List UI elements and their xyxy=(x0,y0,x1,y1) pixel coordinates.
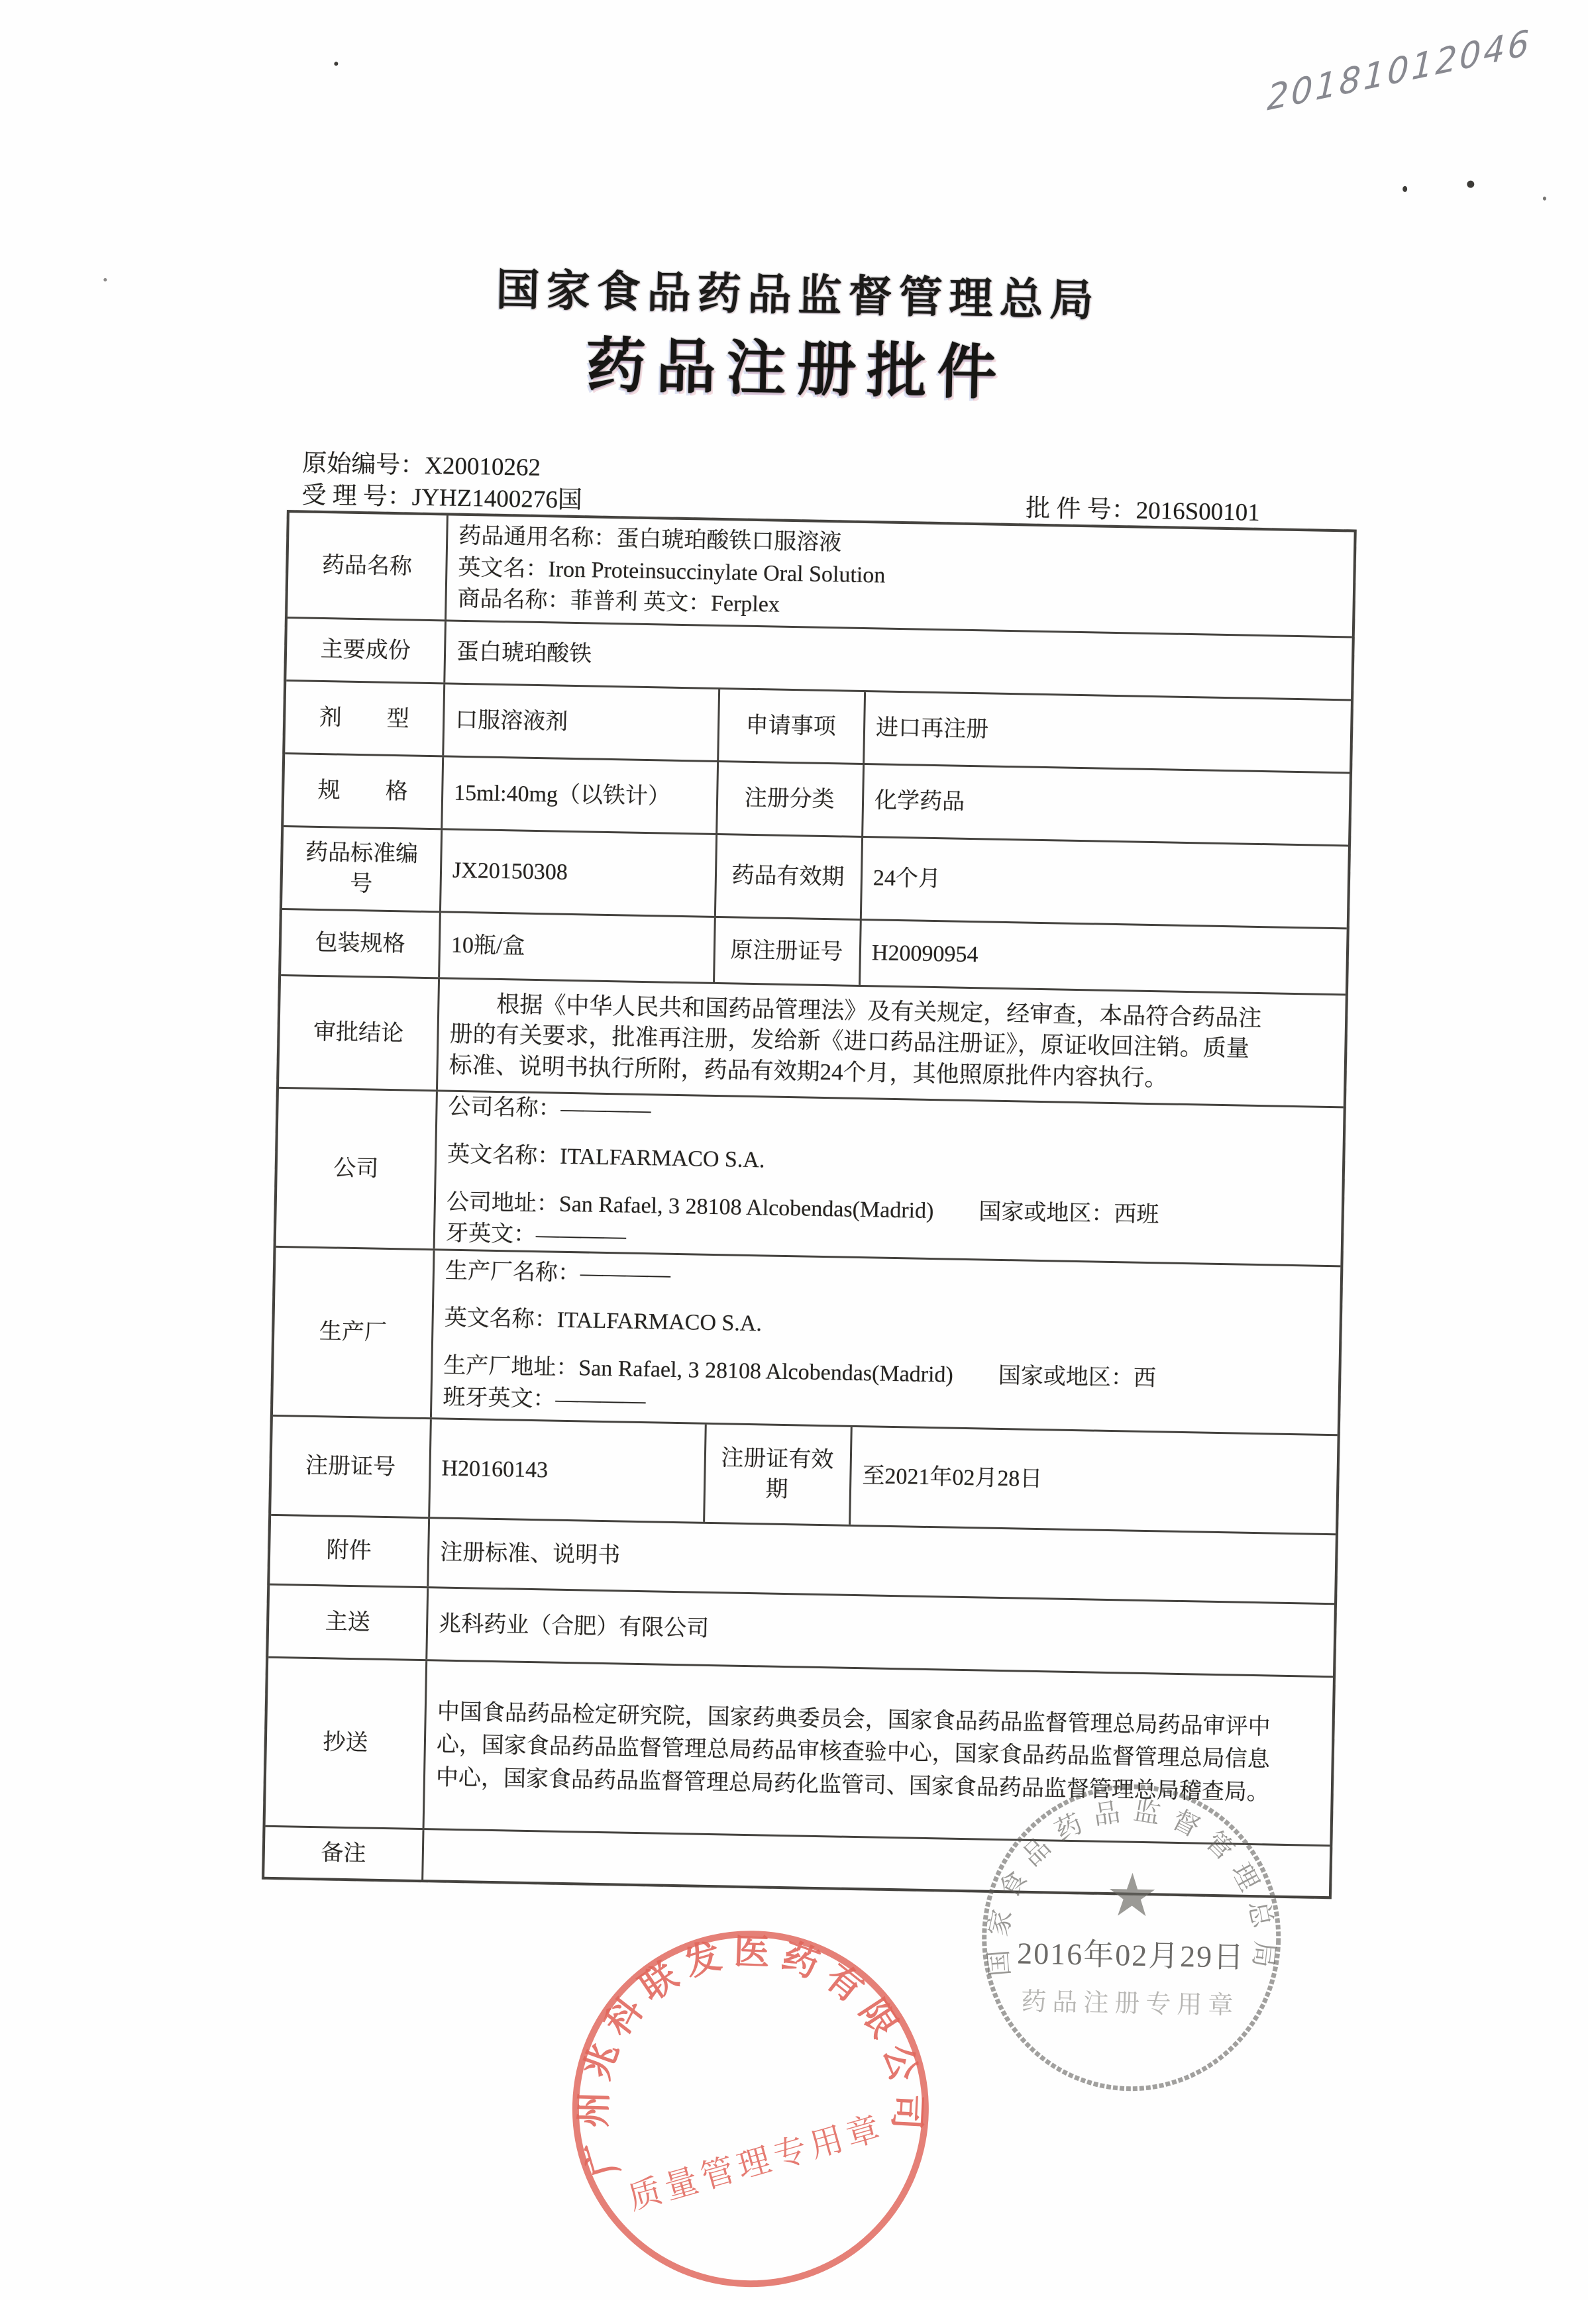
table-row-company xyxy=(276,1089,1344,1267)
manufacturer-english-name: 英文名称：ITALFARMACO S.A. xyxy=(444,1305,763,1337)
handwritten-number: 20181012046 xyxy=(1266,22,1532,119)
drug-trade-name: 商品名称：菲普利 英文：Ferplex xyxy=(457,587,780,617)
company-name: 公司名称：———— xyxy=(448,1094,651,1123)
acceptance-number: 受 理 号：JYHZ1400276国 xyxy=(301,481,583,515)
main-recipient-value: 兆科药业（合肥）有限公司 xyxy=(438,1611,710,1641)
manufacturer-value xyxy=(432,1250,1340,1434)
table-row-registration-no xyxy=(271,1417,1337,1535)
manufacturer-address-wrap: 班牙英文：———— xyxy=(443,1385,646,1413)
cc-text: 中国食品药品检定研究院，国家药典委员会，国家食品药品监督管理总局药品审评中心，国家食品药品监督管理总局药品审核查验中心，国家食品药品监督管理总局信息中心，国家食品药品监督管理总局药化监管司、国家食品药品监督管理总局稽查局。 xyxy=(435,1699,1271,1805)
noise-speck xyxy=(334,62,338,66)
remarks-label: 备注 xyxy=(264,1827,424,1880)
quality-stamp xyxy=(558,1917,943,2301)
registration-no-label: 注册证号 xyxy=(271,1417,432,1517)
manufacturer-label: 生产厂 xyxy=(273,1248,435,1417)
registration-stamp xyxy=(973,1776,1290,2099)
drug-english-name: 英文名：Iron Proteinsuccinylate Oral Solution xyxy=(458,555,886,588)
noise-speck xyxy=(1543,197,1546,201)
quality-stamp-title: 质量管理专用章 xyxy=(623,2108,888,2217)
main-ingredient-value: 蛋白琥珀酸铁 xyxy=(456,639,592,667)
registration-table xyxy=(262,510,1357,1899)
specification-value: 15ml:40mg（以铁计） xyxy=(443,757,719,833)
specification-label: 规 格 xyxy=(284,754,444,828)
drug-generic-name: 药品通用名称：蛋白琥珀酸铁口服溶液 xyxy=(458,523,842,556)
company-address-wrap: 牙英文：———— xyxy=(445,1221,627,1249)
registration-stamp-title: 药品注册专用章 xyxy=(1021,1988,1240,2020)
company-address: 公司地址：San Rafael, 3 28108 Alcobendas(Madrid) 国家或地区：西班 xyxy=(446,1189,1159,1227)
validity-label: 药品有效期 xyxy=(716,835,863,919)
table-row-approval-conclusion xyxy=(279,976,1346,1108)
main-ingredient-label: 主要成份 xyxy=(286,619,447,682)
table-row-manufacturer xyxy=(273,1248,1340,1436)
cert-validity-value: 至2021年02月28日 xyxy=(862,1463,1043,1491)
registration-class-value: 化学药品 xyxy=(874,788,965,815)
manufacturer-name: 生产厂名称：———— xyxy=(445,1258,671,1288)
noise-speck xyxy=(1403,186,1407,192)
approval-conclusion-value xyxy=(438,979,1346,1106)
attachments-value: 注册标准、说明书 xyxy=(439,1540,621,1568)
drug-name-value xyxy=(447,515,1354,636)
star-icon xyxy=(1109,1872,1155,1916)
approval-number: 批 件 号：2016S00101 xyxy=(1025,495,1261,527)
cert-validity-label: 注册证有效期 xyxy=(705,1425,853,1525)
main-recipient-label: 主送 xyxy=(268,1586,429,1659)
manufacturer-address: 生产厂地址：San Rafael, 3 28108 Alcobendas(Madrid) 国家或地区：西 xyxy=(443,1353,1157,1391)
dosage-form-value: 口服溶液剂 xyxy=(444,684,720,760)
agency-title: 国家食品药品监督管理总局 xyxy=(495,266,1101,326)
noise-speck xyxy=(103,278,107,281)
table-row-drug-name xyxy=(288,513,1354,638)
application-item-value: 进口再注册 xyxy=(875,715,989,742)
registration-no-value: H20160143 xyxy=(430,1419,707,1522)
standard-no-label: 药品标准编号 xyxy=(282,827,443,911)
standard-no-value: JX20150308 xyxy=(441,830,717,916)
company-value xyxy=(435,1091,1344,1265)
drug-name-label: 药品名称 xyxy=(288,513,449,619)
original-number: 原始编号：X20010262 xyxy=(301,450,541,482)
registration-stamp-arc-text: 国家食品药品监督管理总局 xyxy=(982,1795,1281,1981)
package-label: 包装规格 xyxy=(281,910,441,977)
package-value: 10瓶/盒 xyxy=(440,913,716,982)
approval-conclusion-label: 审批结论 xyxy=(279,976,440,1089)
dosage-form-label: 剂 型 xyxy=(285,682,445,755)
approval-conclusion-text: 根据《中华人民共和国药品管理法》及有关规定，经审查，本品符合药品注册的有关要求，批准再注册，发给新《进口药品注册证》，原证收回注销。质量标准、说明书执行所附，药品有效期24个月，其他照原批件内容执行。 xyxy=(449,991,1262,1091)
document-title: 药品注册批件 xyxy=(585,333,1008,407)
registration-stamp-date: 2016年02月29日 xyxy=(1016,1936,1245,1974)
original-cert-value: H20090954 xyxy=(871,940,979,967)
noise-speck xyxy=(1467,181,1474,188)
quality-stamp-arc-text: 广州兆科联发医药有限公司 xyxy=(574,1931,928,2182)
cc-label: 抄送 xyxy=(266,1658,428,1828)
attachments-label: 附件 xyxy=(270,1516,430,1586)
company-label: 公司 xyxy=(276,1089,438,1248)
application-item-label: 申请事项 xyxy=(719,689,866,763)
company-english-name: 英文名称：ITALFARMACO S.A. xyxy=(447,1142,765,1173)
registration-class-label: 注册分类 xyxy=(717,762,865,836)
original-cert-label: 原注册证号 xyxy=(715,918,862,985)
validity-value: 24个月 xyxy=(873,866,941,892)
